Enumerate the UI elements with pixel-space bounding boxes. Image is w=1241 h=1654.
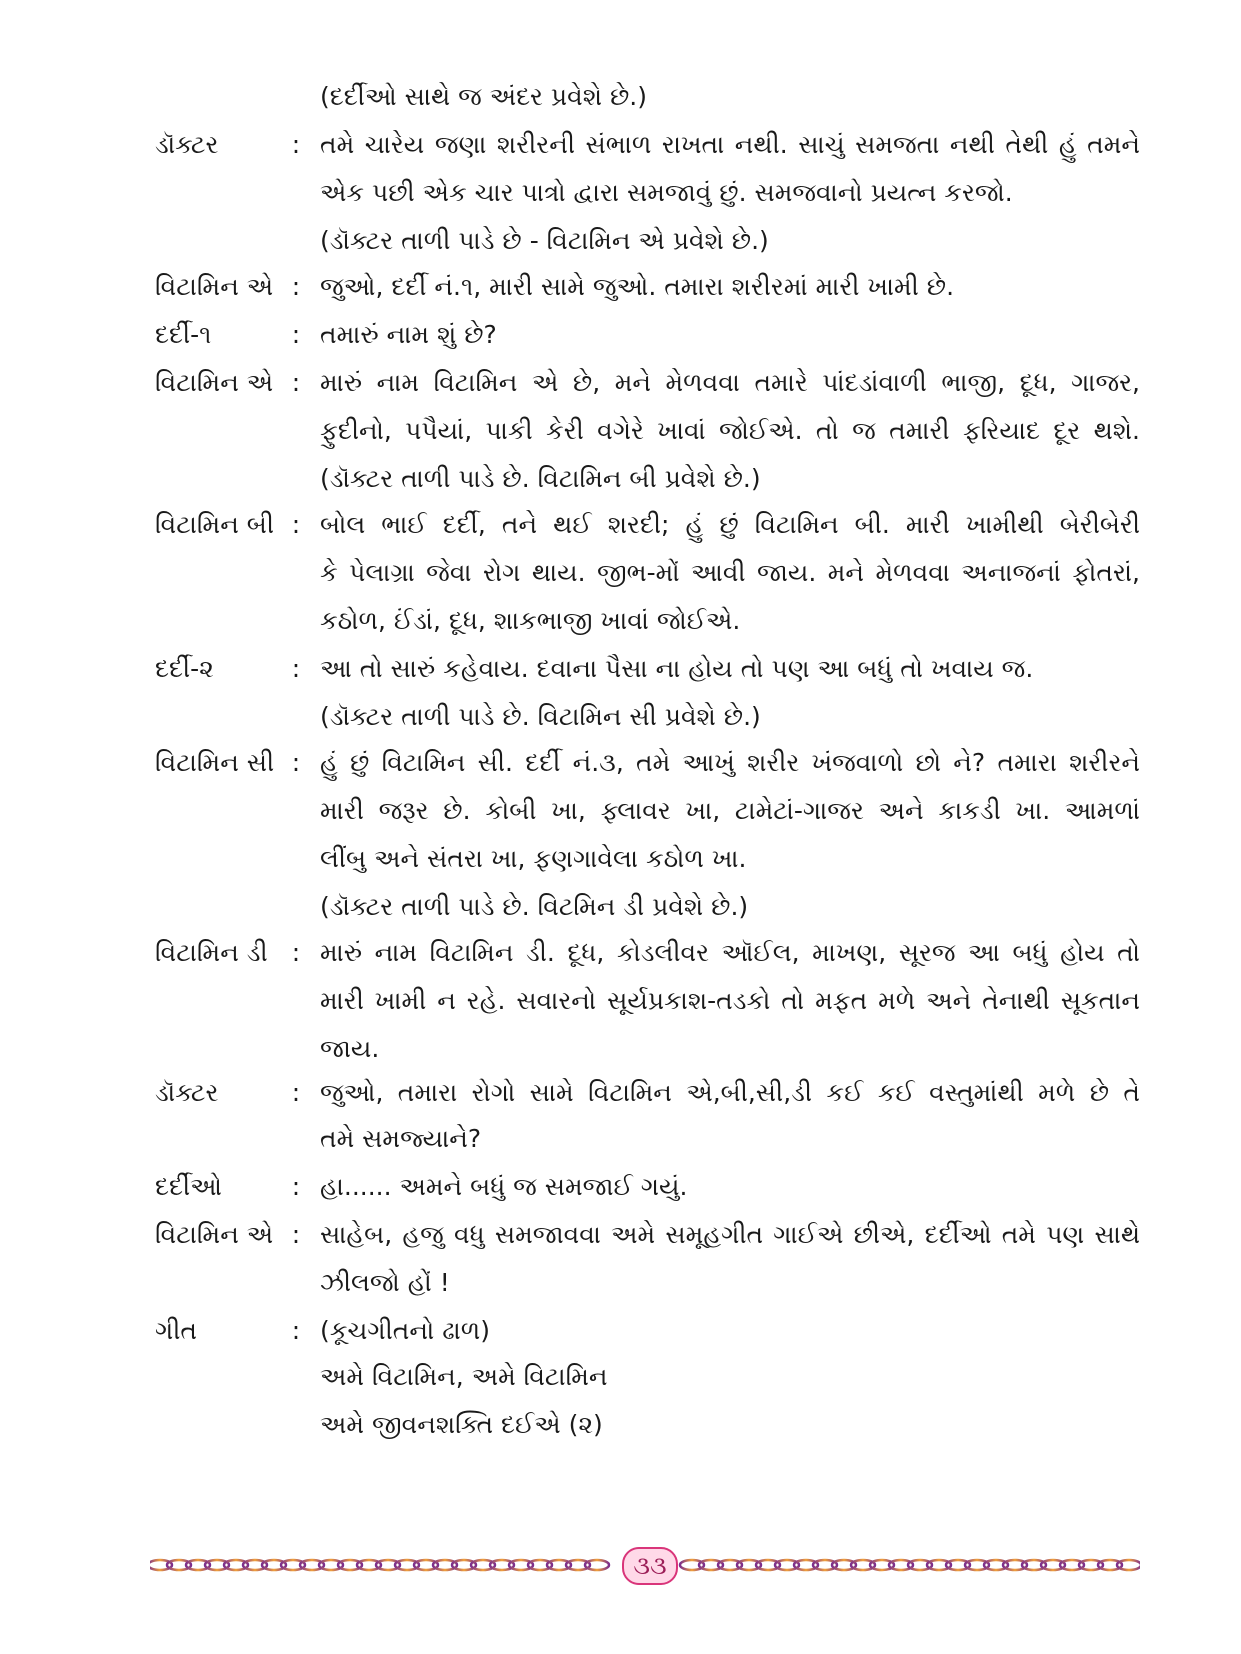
script-line	[0, 882, 1241, 932]
dialogue-text: (ડૉક્ટર તાળી પાડે છે. વિટમિન ડી પ્રવેશે છે.)	[320, 892, 749, 921]
dialogue-text: (ડૉક્ટર તાળી પાડે છે - વિટામિન એ પ્રવેશે છે.)	[320, 226, 769, 255]
script-line	[0, 358, 1241, 408]
script-line	[0, 1352, 1241, 1402]
speaker-colon: :	[291, 320, 301, 349]
script-line	[0, 928, 1241, 978]
speaker-colon: :	[291, 654, 301, 683]
script-line	[0, 216, 1241, 266]
dialogue-text: અમે વિટામિન, અમે વિટામિન	[320, 1362, 608, 1391]
chain-link	[1117, 1560, 1140, 1570]
script-line	[0, 120, 1241, 170]
script-line	[0, 976, 1241, 1026]
speaker-colon: :	[291, 1172, 301, 1201]
script-line	[0, 1306, 1241, 1356]
dialogue-text: (ડૉક્ટર તાળી પાડે છે. વિટામિન સી પ્રવેશે છે.)	[320, 702, 761, 731]
dialogue-text: કે પેલાગ્રા જેવા રોગ થાય. જીભ-મોં આવી જાય. મને મેળવવા અનાજનાં ફોતરાં,	[320, 558, 1140, 587]
script-line	[0, 1400, 1241, 1450]
speaker-colon: :	[291, 1316, 301, 1345]
page-footer	[150, 1545, 1140, 1585]
dialogue-text: બોલ ભાઈ દર્દી, તને થઈ શરદી; હું છું વિટામિન બી. મારી ખામીથી બેરીબેરી	[320, 510, 1140, 539]
script-line	[0, 262, 1241, 312]
script-line	[0, 1210, 1241, 1260]
chain-link	[585, 1560, 609, 1570]
speaker-name: ગીત	[155, 1316, 197, 1345]
script-line	[0, 596, 1241, 646]
speaker-name: દર્દીઓ	[155, 1172, 222, 1201]
script-line	[0, 168, 1241, 218]
dialogue-text: અમે જીવનશક્તિ દઈએ (૨)	[320, 1410, 603, 1439]
speaker-colon: :	[291, 1078, 301, 1107]
page-number: ૩૩	[622, 1547, 678, 1585]
script-line	[0, 310, 1241, 360]
dialogue-text: જુઓ, તમારા રોગો સામે વિટામિન એ,બી,સી,ડી કઈ કઈ વસ્તુમાંથી મળે છે તે	[320, 1078, 1140, 1107]
speaker-colon: :	[291, 938, 301, 967]
speaker-colon: :	[291, 510, 301, 539]
dialogue-text: કઠોળ, ઈંડાં, દૂધ, શાકભાજી ખાવાં જોઈએ.	[320, 606, 741, 635]
script-line	[0, 500, 1241, 550]
speaker-colon: :	[291, 272, 301, 301]
speaker-colon: :	[291, 748, 301, 777]
dialogue-text: સાહેબ, હજુ વધુ સમજાવવા અમે સમૂહગીત ગાઈએ છીએ, દર્દીઓ તમે પણ સાથે	[320, 1220, 1140, 1249]
dialogue-text: મારું નામ વિટામિન ડી. દૂધ, કોડલીવર ઑઈલ, માખણ, સૂરજ આ બધું હોય તો	[320, 938, 1140, 967]
script-line	[0, 738, 1241, 788]
speaker-name: વિટામિન એ	[155, 1220, 274, 1249]
speaker-name: દર્દી-૧	[155, 320, 212, 349]
speaker-colon: :	[291, 368, 301, 397]
dialogue-text: ફુદીનો, પપૈયાં, પાકી કેરી વગેરે ખાવાં જોઈએ. તો જ તમારી ફરિયાદ દૂર થશે.	[320, 416, 1140, 445]
dialogue-text: જુઓ, દર્દી નં.૧, મારી સામે જુઓ. તમારા શરીરમાં મારી ખામી છે.	[320, 272, 955, 301]
dialogue-text: હા...... અમને બધું જ સમજાઈ ગયું.	[320, 1172, 688, 1201]
speaker-name: વિટામિન એ	[155, 368, 274, 397]
dialogue-text: એક પછી એક ચાર પાત્રો દ્વારા સમજાવું છું. સમજવાનો પ્રયત્ન કરજો.	[320, 178, 1013, 207]
dialogue-text: હું છું વિટામિન સી. દર્દી નં.૩, તમે આખું શરીર ખંજવાળો છો ને? તમારા શરીરને	[320, 748, 1140, 777]
script-line	[0, 644, 1241, 694]
dialogue-text: જાય.	[320, 1034, 380, 1063]
dialogue-text: ઝીલજો હોં !	[320, 1268, 450, 1297]
speaker-name: વિટામિન ડી	[155, 938, 268, 967]
speaker-name: વિટામિન બી	[155, 510, 274, 539]
script-line	[0, 1068, 1241, 1118]
script-line	[0, 406, 1241, 456]
speaker-name: ડૉક્ટર	[155, 1078, 219, 1107]
dialogue-text: મારું નામ વિટામિન એ છે, મને મેળવવા તમારે પાંદડાંવાળી ભાજી, દૂધ, ગાજર,	[320, 368, 1140, 397]
script-line	[0, 1024, 1241, 1074]
script-line	[0, 1114, 1241, 1164]
speaker-colon: :	[291, 1220, 301, 1249]
dialogue-text: મારી જરૂર છે. કોબી ખા, ફ્લાવર ખા, ટામેટાં-ગાજર અને કાકડી ખા. આમળાં	[320, 796, 1140, 825]
speaker-name: દર્દી-૨	[155, 654, 214, 683]
script-line	[0, 454, 1241, 504]
dialogue-text: તમે સમજ્યાને?	[320, 1124, 482, 1153]
dialogue-text: (દર્દીઓ સાથે જ અંદર પ્રવેશે છે.)	[320, 82, 647, 111]
dialogue-text: તમે ચારેય જણા શરીરની સંભાળ રાખતા નથી. સાચું સમજતા નથી તેથી હું તમને	[320, 130, 1140, 159]
script-line	[0, 548, 1241, 598]
script-line	[0, 692, 1241, 742]
dialogue-text: (ડૉક્ટર તાળી પાડે છે. વિટામિન બી પ્રવેશે છે.)	[320, 464, 761, 493]
dialogue-text: લીંબુ અને સંતરા ખા, ફણગાવેલા કઠોળ ખા.	[320, 844, 747, 873]
dialogue-text: મારી ખામી ન રહે. સવારનો સૂર્યપ્રકાશ-તડકો તો મફત મળે અને તેનાથી સૂકતાન	[320, 986, 1140, 1015]
dialogue-text: (કૂચગીતનો ઢાળ)	[320, 1316, 491, 1345]
script-line	[0, 1258, 1241, 1308]
speaker-colon: :	[291, 130, 301, 159]
script-line	[0, 834, 1241, 884]
speaker-name: વિટામિન સી	[155, 748, 275, 777]
speaker-name: વિટામિન એ	[155, 272, 274, 301]
script-line	[0, 786, 1241, 836]
dialogue-text: તમારું નામ શું છે?	[320, 320, 497, 349]
dialogue-text: આ તો સારું કહેવાય. દવાના પૈસા ના હોય તો પણ આ બધું તો ખવાય જ.	[320, 654, 1034, 683]
script-line	[0, 72, 1241, 122]
script-line	[0, 1162, 1241, 1212]
speaker-name: ડૉક્ટર	[155, 130, 219, 159]
